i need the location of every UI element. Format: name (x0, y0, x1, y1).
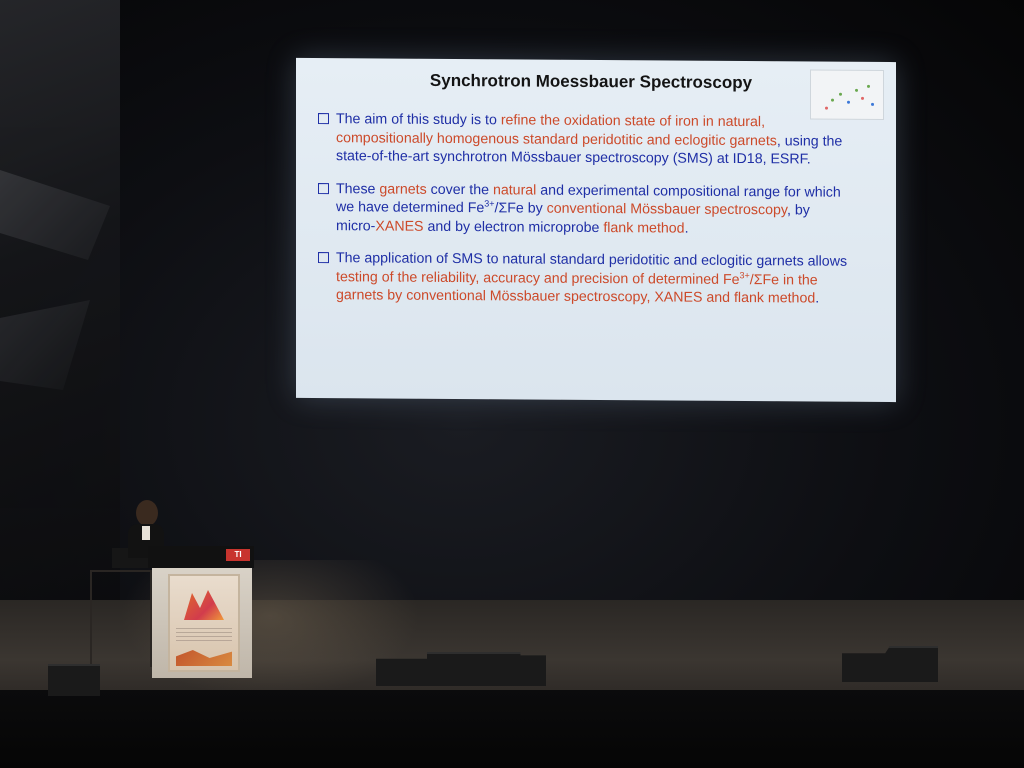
slide-highlight-text: refine the oxidation state of iron in natural, compositionally homogenous standard peridotitic and eclogitic garnets (336, 112, 777, 149)
slide-bullet (318, 110, 848, 169)
slide-text: . (684, 220, 689, 237)
slide-text: The application of SMS to natural standard peridotitic and eclogitic garnets allows (336, 250, 848, 270)
podium-poster (168, 574, 240, 672)
podium (152, 568, 252, 678)
podium-poster-graphic (176, 650, 232, 666)
slide-text: . (815, 290, 820, 307)
speaker-head (136, 500, 158, 526)
side-table (90, 570, 152, 667)
slide-text: , by micro- (336, 202, 810, 234)
slide-highlight-text: XANES (375, 217, 424, 235)
slide-bullet (318, 180, 848, 239)
slide-text: and by electron microprobe (423, 218, 604, 236)
slide-thumbnail-plot (810, 69, 884, 120)
slide-highlight-text: /ΣFe in the garnets by conventional Mössbauer spectroscopy, XANES and flank method (336, 271, 818, 307)
slide-text: 3+ (484, 198, 495, 209)
slide-highlight-text: testing of the reliability, accuracy and precision of determined Fe (336, 268, 740, 288)
slide-bullet (318, 249, 848, 308)
slide-text: /ΣFe by (494, 200, 547, 217)
slide-highlight-text: 3+ (739, 269, 750, 280)
slide-text: cover the (426, 181, 493, 198)
checkbox-bullet-icon (318, 113, 329, 124)
checkbox-bullet-icon (318, 252, 329, 263)
projection-screen (296, 58, 896, 402)
checkbox-bullet-icon (318, 183, 329, 194)
slide-highlight-text: flank method (603, 219, 685, 237)
wall-facet (0, 300, 90, 390)
stage-front-edge (0, 690, 1024, 768)
slide-text: The aim of this study is to (336, 111, 501, 129)
slide-text: , using the state-of-the-art synchrotron Mössbauer spectroscopy (SMS) at ID18, ESRF. (336, 132, 843, 168)
wall-facet (0, 170, 110, 260)
slide-title: Synchrotron Moessbauer Spectroscopy (429, 70, 753, 93)
slide-text: These (336, 180, 380, 197)
podium-poster-logo (184, 590, 224, 620)
slide-text: and experimental compositional range for which we have determined Fe (336, 182, 841, 217)
speaker-collar (142, 526, 150, 540)
slide-bullet-list (318, 110, 848, 322)
podium-logo-badge: TI (226, 549, 250, 561)
slide-highlight-text: natural (492, 181, 537, 199)
left-wall-panels (0, 0, 120, 620)
slide-highlight-text: garnets (379, 180, 427, 198)
podium-poster-text (176, 628, 232, 644)
stage-monitor-left (48, 664, 100, 696)
slide-highlight-text: conventional Mössbauer spectroscopy (546, 200, 787, 219)
